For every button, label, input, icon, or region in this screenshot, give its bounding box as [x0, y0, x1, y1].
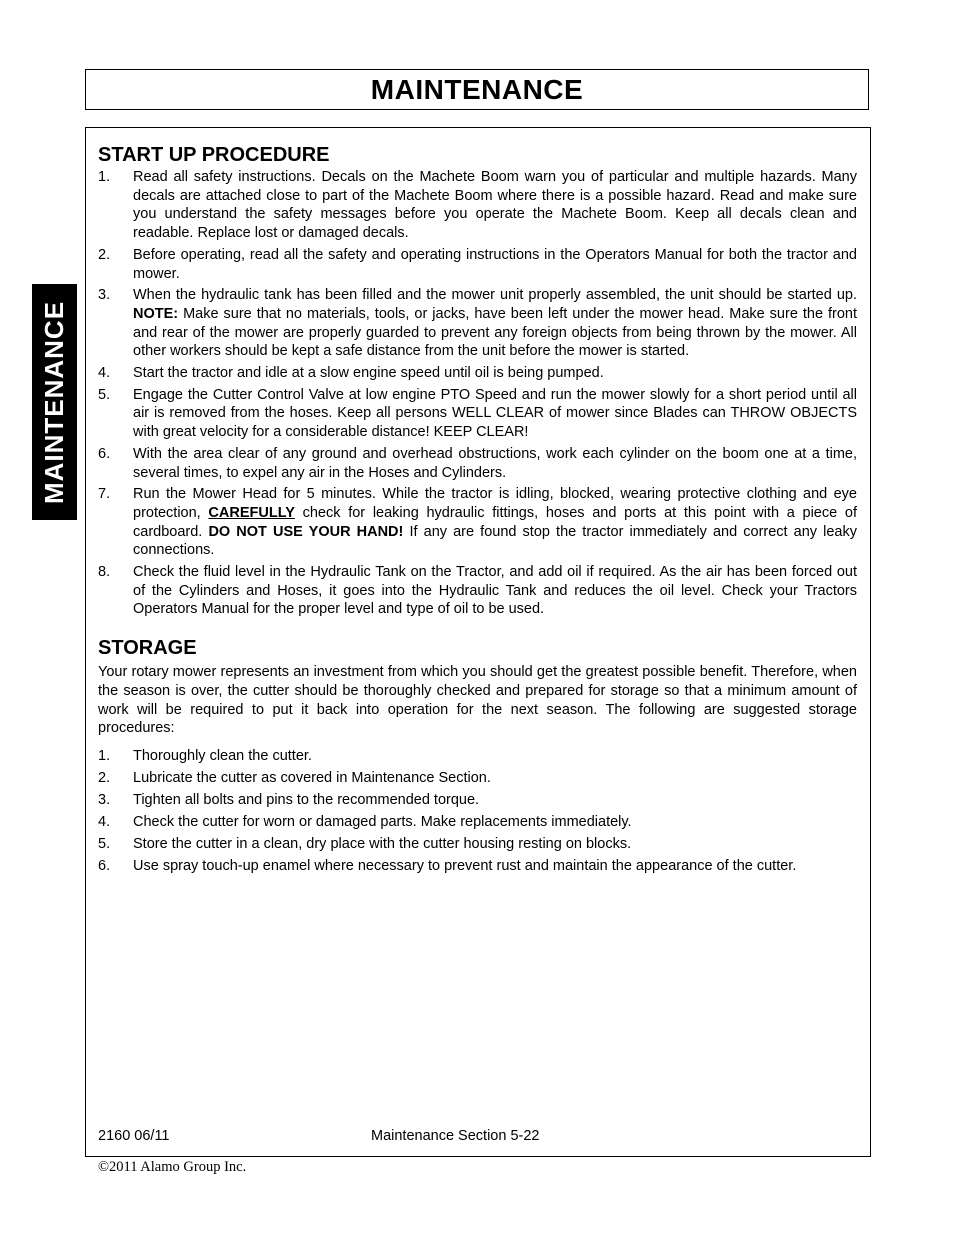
- list-item: [98, 791, 857, 810]
- list-item: [98, 563, 857, 619]
- item-number: 8.: [98, 564, 111, 581]
- start-up-list: [98, 168, 857, 619]
- item-text: With the area clear of any ground and overhead obstructions, work each cylinder on the boom one at a time, several times, to expel any air in the Hoses and Cylinders.: [133, 445, 857, 481]
- item-number: 5.: [98, 386, 111, 403]
- list-item: [98, 769, 857, 788]
- item-text: Make sure that no materials, tools, or jacks, have been left under the mower head. Make sure the front and rear of the mower are properly guarded to prevent any foreign objects from being thrown by the mower. All other workers should be kept a safe distance from the unit before the mower is started.: [133, 305, 857, 360]
- footer-section: Maintenance Section 5-22: [371, 1128, 540, 1144]
- item-text: Engage the Cutter Control Valve at low engine PTO Speed and run the mower slowly for a short period until all air is removed from the hoses. Keep all persons WELL CLEAR of mower since Blades can THROW OBJECTS with great velocity for a considerable distance! KEEP CLEAR!: [133, 386, 857, 441]
- item-number: 6.: [98, 445, 111, 462]
- item-number: 7.: [98, 486, 111, 503]
- item-text: Thoroughly clean the cutter.: [133, 747, 312, 764]
- list-item: [98, 286, 857, 361]
- item-text: Read all safety instructions. Decals on the Machete Boom warn you of particular and multiple hazards. Many decals are attached close to part of the Machete Boom where there is a possible hazard. Read and make sure you understand the safety messages before you operate the Machete Boom. Keep all decals clean and readable. Replace lost or damaged decals.: [133, 169, 857, 242]
- list-item: [98, 485, 857, 560]
- item-text: Use spray touch-up enamel where necessary to prevent rust and maintain the appearance of the cutter.: [133, 858, 797, 875]
- storage-list: [98, 747, 857, 876]
- item-text: Tighten all bolts and pins to the recommended torque.: [133, 792, 480, 809]
- list-item: [98, 386, 857, 442]
- item-text: Start the tractor and idle at a slow engine speed until oil is being pumped.: [133, 365, 604, 382]
- item-number: 3.: [98, 792, 111, 809]
- item-text: Store the cutter in a clean, dry place with the cutter housing resting on blocks.: [133, 836, 632, 853]
- item-text: Before operating, read all the safety and operating instructions in the Operators Manual for both the tractor and mower.: [133, 246, 857, 282]
- item-text: When the hydraulic tank has been filled and the mower unit properly assembled, the unit should be started up.: [133, 287, 857, 304]
- note-label: NOTE:: [133, 305, 179, 322]
- item-text: check for leaking hydraulic fittings, hoses and ports at this point with a piece of cardboard.: [133, 504, 857, 540]
- item-number: 1.: [98, 747, 111, 764]
- content-frame: [85, 127, 871, 1157]
- item-number: 4.: [98, 814, 111, 831]
- page-header: [85, 69, 869, 110]
- list-item: [98, 445, 857, 482]
- list-item: [98, 813, 857, 832]
- page-title: MAINTENANCE: [370, 73, 584, 105]
- start-up-heading: START UP PROCEDURE: [98, 144, 330, 166]
- list-item: [98, 835, 857, 854]
- item-text: Check the cutter for worn or damaged parts. Make replacements immediately.: [133, 814, 632, 831]
- item-number: 2.: [98, 246, 111, 263]
- item-number: 1.: [98, 169, 111, 185]
- footer-doc-id: 2160 06/11: [98, 1128, 170, 1144]
- list-item: [98, 168, 857, 243]
- list-item: [98, 747, 857, 766]
- item-number: 6.: [98, 858, 111, 875]
- item-text: If any are found stop the tractor immediately and correct any leaky connections.: [133, 523, 857, 559]
- section-side-tab: [32, 284, 77, 520]
- storage-heading: STORAGE: [98, 637, 197, 660]
- item-number: 3.: [98, 287, 111, 304]
- storage-intro: Your rotary mower represents an investment from which you should get the greatest possible benefit. Therefore, when the season is over, the cutter should be thoroughly checked and prepared for storage so that a minimum amount of work will be required to put it back into operation for the next season. The following are suggested storage procedures:: [98, 664, 857, 737]
- carefully-emphasis: CAREFULLY: [208, 504, 295, 521]
- content-body: [98, 142, 857, 880]
- item-text: Lubricate the cutter as covered in Maintenance Section.: [133, 770, 491, 787]
- copyright-notice: ©2011 Alamo Group Inc.: [98, 1159, 247, 1175]
- warning-emphasis: DO NOT USE YOUR HAND!: [208, 523, 404, 540]
- list-item: [98, 364, 857, 383]
- side-tab-label: MAINTENANCE: [39, 300, 70, 504]
- list-item: [98, 246, 857, 283]
- item-text: Run the Mower Head for 5 minutes. While the tractor is idling, blocked, wearing protective clothing and eye protection,: [133, 486, 857, 521]
- item-text: Check the fluid level in the Hydraulic Tank on the Tractor, and add oil if required. As the air has been forced out of the Cylinders and Hoses, it goes into the Hydraulic Tank and reduces the oil level. Check your Tractors Operators Manual for the proper level and type of oil to be used.: [133, 564, 857, 618]
- list-item: [98, 857, 857, 876]
- item-number: 2.: [98, 770, 111, 787]
- item-number: 4.: [98, 365, 111, 382]
- item-number: 5.: [98, 836, 111, 853]
